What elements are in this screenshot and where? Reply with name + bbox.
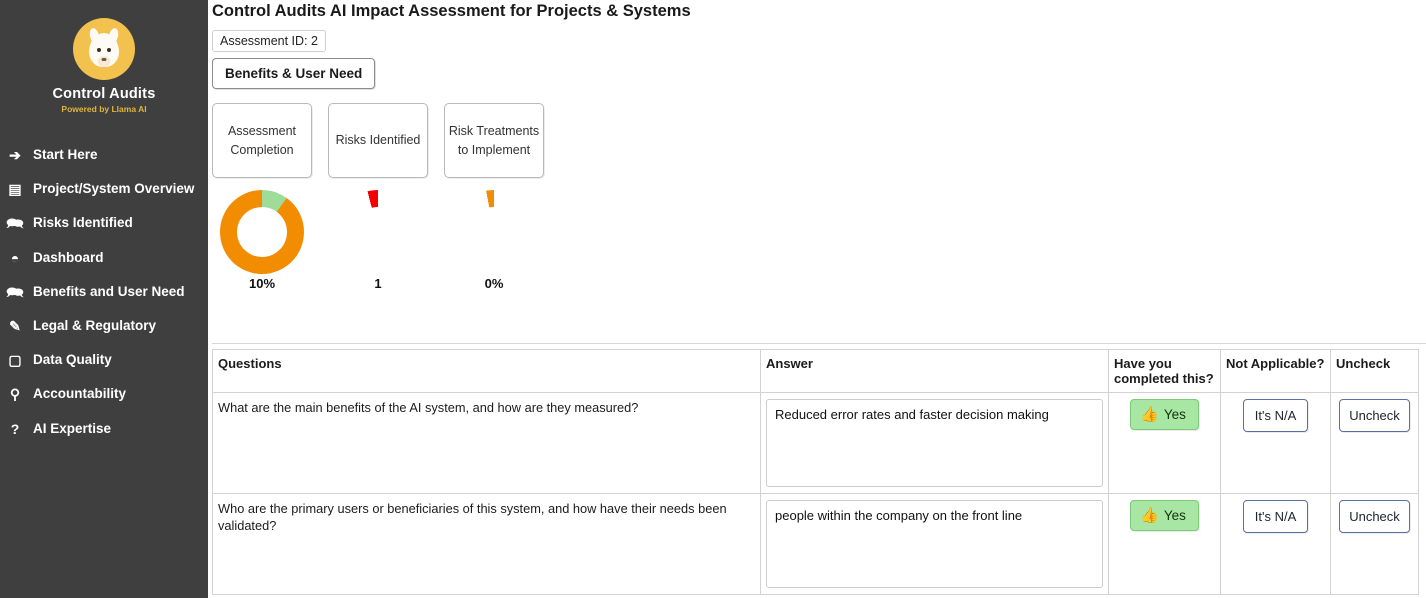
kpi-row [212,103,1426,291]
not-applicable-button[interactable]: It's N/A [1243,500,1309,533]
column-header-uncheck: Uncheck [1331,350,1419,393]
brand-block [0,0,208,114]
uncheck-cell [1331,494,1419,595]
completed-yes-label: Yes [1163,508,1186,523]
sidebar-item-ai-expertise[interactable] [0,412,208,446]
thumbs-up-icon: 👍 [1140,406,1159,423]
question-mark-icon: ? [10,420,20,437]
column-header-completed: Have you completed this? [1109,350,1221,393]
sidebar-item-project-system-overview[interactable] [0,172,208,206]
kpi-assessment-completion [212,103,312,291]
sidebar-item-label: AI Expertise [33,420,112,436]
kpi-risk-treatments-to-implement [444,103,544,291]
column-header-answer: Answer [761,350,1109,393]
sidebar-item-risks-identified[interactable] [0,206,208,240]
not-applicable-cell [1221,494,1331,595]
sidebar-item-label: Start Here [33,147,98,162]
completed-yes-label: Yes [1163,407,1186,422]
not-applicable-button[interactable]: It's N/A [1243,399,1309,432]
questions-table [212,349,1419,595]
main-content [208,0,1426,598]
assessment-completion-donut-chart [220,190,304,274]
sidebar-item-label: Data Quality [33,352,112,368]
thumbs-up-icon: 👍 [1140,507,1159,524]
sidebar-item-label: Project/System Overview [33,181,195,197]
completed-cell [1109,393,1221,494]
table-row [213,494,1419,595]
brand-name: Control Audits [52,86,156,102]
answer-input[interactable]: Reduced error rates and faster decision making [766,399,1103,487]
arrow-right-icon: ➔ [9,147,21,163]
question-cell [213,393,761,494]
sidebar-item-label: Accountability [33,386,127,402]
column-header-not-applicable: Not Applicable? [1221,350,1331,393]
answer-input[interactable]: people within the company on the front line [766,500,1103,588]
kpi-value: 1 [374,276,382,291]
sidebar [0,0,208,598]
sidebar-item-benefits-and-user-need[interactable] [0,275,208,309]
sidebar-item-label: Benefits and User Need [33,283,185,299]
answer-cell [761,393,1109,494]
chat-icon: 🗪 [6,283,24,300]
questions-table-zone [212,343,1426,598]
table-row [213,393,1419,494]
assessment-id-badge: Assessment ID: 2 [212,30,326,52]
kpi-risks-identified [328,103,428,291]
question-cell [213,494,761,595]
risk-treatments-donut-chart [452,190,536,274]
sidebar-item-label: Legal & Regulatory [33,317,157,333]
column-header-questions: Questions [213,350,761,393]
sidebar-item-label: Risks Identified [33,215,133,231]
page-title: Control Audits AI Impact Assessment for Projects & Systems [212,2,691,20]
question-text: What are the main benefits of the AI system, and how are they measured? [218,400,639,415]
brand-tagline: Powered by Llama AI [61,104,147,114]
uncheck-cell [1331,393,1419,494]
not-applicable-cell [1221,393,1331,494]
sidebar-nav [0,138,208,446]
answer-cell [761,494,1109,595]
sidebar-item-label: Dashboard [33,249,104,265]
pie-chart-icon: ◓ [10,249,20,266]
sidebar-item-dashboard[interactable] [0,241,208,275]
table-header-row [213,350,1419,393]
sidebar-item-start-here[interactable] [0,138,208,172]
kpi-title-card: Risks Identified [328,103,428,178]
sidebar-item-accountability[interactable] [0,377,208,411]
sidebar-item-legal-and-regulatory[interactable] [0,309,208,343]
completed-yes-button[interactable] [1130,399,1199,430]
completed-yes-button[interactable] [1130,500,1199,531]
person-icon: ⚲ [9,386,21,403]
uncheck-button[interactable]: Uncheck [1339,399,1410,432]
kpi-value: 10% [248,276,276,291]
chat-icon: 🗪 [6,215,24,232]
uncheck-button[interactable]: Uncheck [1339,500,1410,533]
risks-identified-donut-chart [336,190,420,274]
kpi-title-card: Assessment Completion [212,103,312,178]
question-text: Who are the primary users or beneficiaries of this system, and how have their needs been validated? [218,501,727,534]
completed-cell [1109,494,1221,595]
llama-logo-icon [75,20,133,78]
tab-benefits-and-user-need[interactable]: Benefits & User Need [212,58,375,89]
square-icon: ▢ [8,352,22,369]
pencil-icon: ✎ [9,317,21,334]
kpi-value: 0% [484,276,504,291]
kpi-title-card: Risk Treatments to Implement [444,103,544,178]
document-icon: ▤ [8,181,22,198]
sidebar-item-data-quality[interactable] [0,343,208,377]
